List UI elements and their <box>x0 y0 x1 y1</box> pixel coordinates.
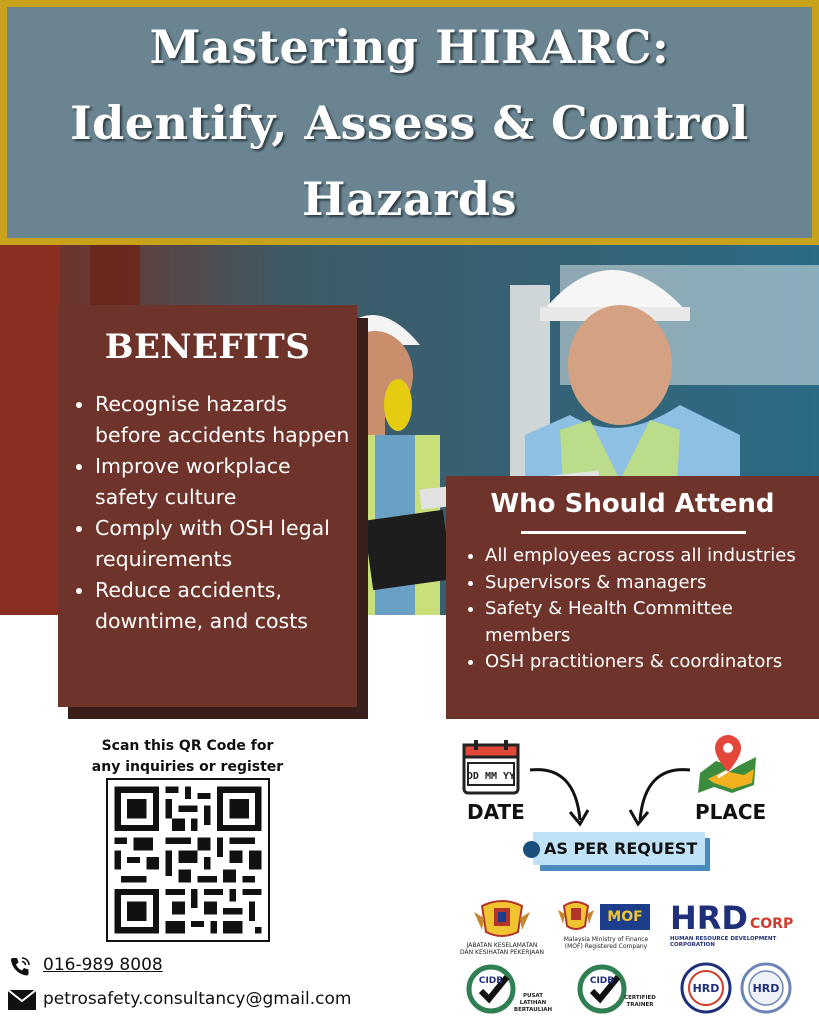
cidb-word: CIDB <box>589 976 615 986</box>
qr-code[interactable] <box>106 778 270 942</box>
claimable-badge <box>740 962 792 1014</box>
benefits-heading: BENEFITS <box>104 327 311 367</box>
benefit-item: • Improve workplace safety culture <box>95 451 357 513</box>
qr-code-image <box>108 780 268 940</box>
jkkp-logo <box>460 898 544 956</box>
place-label: PLACE <box>695 800 767 824</box>
registered-badge-icon <box>680 962 732 1014</box>
who-should-attend-card <box>446 476 819 719</box>
qr-caption: Scan this QR Code for any inquiries or register <box>91 738 284 775</box>
benefit-item: • Reduce accidents, downtime, and costs <box>95 575 357 637</box>
curved-arrows-icon <box>525 760 695 830</box>
svg-text:HRD: HRD <box>692 982 720 995</box>
mof-mark: MOF <box>600 904 650 930</box>
hrd-corp-logo <box>670 899 808 948</box>
malaysia-crest-icon <box>460 898 544 938</box>
jkkp-caption: JABATAN KESELAMATAN DAN KESIHATAN PEKERJAAN <box>460 942 544 956</box>
registered-provider-badge <box>680 962 732 1014</box>
cidb-word: CIDB <box>478 976 504 986</box>
benefits-card <box>58 305 357 707</box>
cidb-training-center-logo <box>465 963 560 1015</box>
phone-icon <box>8 955 32 979</box>
hrd-corp-word: CORP <box>749 916 794 932</box>
title-line-2: Identify, Assess & Control <box>70 95 749 150</box>
heading-underline <box>521 531 746 534</box>
benefit-item: • Comply with OSH legal requirements <box>95 513 357 575</box>
bullet-dot-icon <box>523 841 540 858</box>
calendar-placeholder: DD MM YY <box>466 771 516 782</box>
mof-caption: Malaysia Ministry of Finance (MOF) Registered Company <box>563 936 649 950</box>
attend-item: • OSH practitioners & coordinators <box>485 649 819 676</box>
benefits-list <box>58 389 357 637</box>
email-address[interactable]: petrosafety.consultancy@gmail.com <box>43 989 352 1009</box>
malaysia-crest-icon <box>556 900 596 934</box>
mof-logo <box>556 900 656 950</box>
request-text: AS PER REQUEST <box>544 839 698 858</box>
hrd-wordmark: HRD <box>670 899 748 937</box>
attend-heading: Who Should Attend <box>490 489 775 519</box>
page-title <box>70 9 749 237</box>
attend-item: • Safety & Health Committee members <box>485 596 819 649</box>
mail-icon <box>8 990 36 1010</box>
hrd-caption: HUMAN RESOURCE DEVELOPMENT CORPORATION <box>670 936 777 948</box>
title-line-3: Hazards <box>302 171 517 226</box>
location-pin-icon <box>696 733 760 793</box>
cidb-trainer-caption: CERTIFIED TRAINER <box>624 995 656 1008</box>
phone-link[interactable]: 016-989 8008 <box>43 955 163 975</box>
cidb-training-caption: PUSAT LATIHAN BERTAULIAH <box>513 993 553 1013</box>
attend-list <box>446 543 819 676</box>
date-label: DATE <box>467 800 525 824</box>
svg-text:HRD: HRD <box>752 982 780 995</box>
claimable-badge-icon <box>740 962 792 1014</box>
cidb-trainer-logo <box>576 963 666 1015</box>
title-panel <box>7 7 812 238</box>
attend-item: • All employees across all industries <box>485 543 819 570</box>
title-line-1: Mastering HIRARC: <box>149 19 670 74</box>
calendar-icon <box>462 739 520 795</box>
as-per-request-badge <box>533 832 705 865</box>
benefit-item: • Recognise hazards before accidents happen <box>95 389 357 451</box>
attend-item: • Supervisors & managers <box>485 570 819 597</box>
cidb-check-icon <box>465 963 517 1015</box>
